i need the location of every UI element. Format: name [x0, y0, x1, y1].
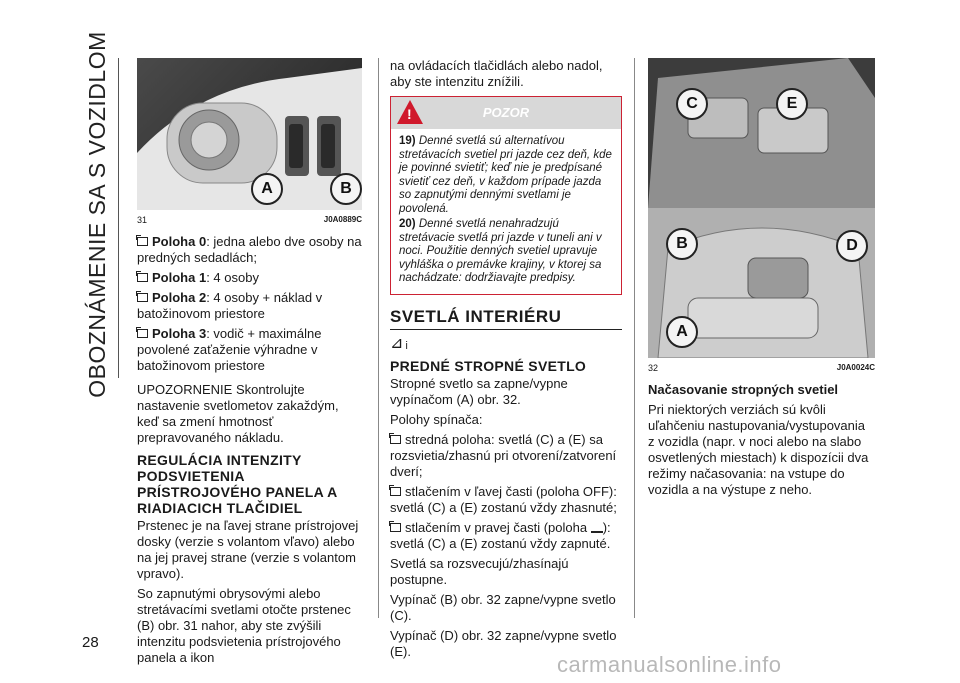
subheading: PREDNÉ STROPNÉ SVETLO: [390, 357, 587, 374]
light-on-icon: [591, 523, 603, 533]
paragraph: Prstenec je na ľavej strane prístrojovej dosky (verzie s volantom vľavo) alebo na jej pravej strane (verzie s volantom vpravo).: [137, 518, 359, 581]
callout-b: B: [330, 173, 362, 205]
paragraph: Svetlá sa rozsvecujú/zhasínajú postupne.: [390, 555, 569, 587]
figure-32: [648, 58, 875, 358]
subheading: Načasovanie stropných svetiel: [648, 382, 839, 397]
section-heading: REGULÁCIA INTENZITY PODSVIETENIA PRÍSTROJOVÉHO PANELA A RIADIACICH TLAČIDIEL: [137, 452, 338, 516]
list-item: Poloha 0: jedna alebo dve osoby na predných sedadlách;: [137, 234, 362, 265]
warning-box: [390, 96, 622, 295]
column-2: [390, 58, 622, 664]
warning-header: [391, 97, 621, 129]
callout-d: D: [836, 230, 868, 262]
list-item: Poloha 1: 4 osoby: [137, 270, 362, 286]
paragraph: Vypínač (B) obr. 32 zapne/vypne svetlo (C).: [390, 591, 616, 623]
page-number: 28: [82, 634, 99, 651]
bullet-icon: [137, 237, 148, 246]
list-item: Poloha 3: vodič + maximálne povolené zaťaženie výhradne v batožinovom priestore: [137, 326, 322, 373]
callout-a: A: [251, 173, 283, 205]
warning-body: 19) Denné svetlá sú alternatívou stretávacích svetiel pri jazde cez deň, kde je povinné svietiť; keď nie je predpísané svietiť cez deň, v každom prípade jazda so zapnutými dennými svetlami je povolená. 20) Denné svetlá nenahradzujú stretávacie svetlá pri jazde v tuneli ani v noci. Použitie denných svetiel upravuje vyhláška o premávke krajiny, v ktorej sa nachádzate: dodržiavajte predpisy.: [399, 135, 612, 284]
bullet-icon: [390, 523, 401, 532]
paragraph: na ovládacích tlačidlách alebo nadol, aby ste intenzitu znížili.: [390, 58, 603, 89]
list-item: stlačením v pravej časti (poloha ): svetlá (C) a (E) zostanú vždy zapnuté.: [390, 519, 611, 551]
figure-number: 31: [137, 215, 148, 225]
light-switch-illustration: [137, 58, 362, 210]
callout-b: B: [666, 228, 698, 260]
watermark: carmanualsonline.info: [557, 652, 782, 677]
figure-code: J0A0889C: [323, 215, 362, 224]
side-rule: [118, 58, 119, 378]
warning-triangle-icon: !: [397, 100, 423, 124]
bullet-icon: [137, 273, 148, 282]
bullet-icon: [137, 329, 148, 338]
bullet-icon: [390, 435, 401, 444]
interior-light-icon: ⊿ᵢ: [390, 334, 410, 352]
list-item: stlačením v ľavej časti (poloha OFF): svetlá (C) a (E) zostanú vždy zhasnuté;: [390, 483, 617, 515]
column-1: [137, 58, 362, 670]
section-title: SVETLÁ INTERIÉRU: [390, 309, 622, 330]
figure-32-caption: [648, 360, 875, 376]
warning-note: UPOZORNENIE Skontrolujte nastavenie svetlometov zakaždým, keď sa zmení hmotnosť prepravovaného nákladu.: [137, 382, 339, 445]
column-divider: [378, 58, 379, 618]
figure-code: J0A0024C: [836, 363, 875, 372]
bullet-icon: [137, 293, 148, 302]
paragraph: Vypínač (D) obr. 32 zapne/vypne svetlo (E).: [390, 627, 617, 659]
paragraph: Polohy spínača:: [390, 411, 483, 427]
figure-31: [137, 58, 362, 210]
figure-number: 32: [648, 363, 659, 373]
paragraph: Stropné svetlo sa zapne/vypne vypínačom (A) obr. 32.: [390, 375, 568, 407]
bullet-icon: [390, 487, 401, 496]
callout-e: E: [776, 88, 808, 120]
chapter-side-title: OBOZNÁMENIE SA S VOZIDLOM: [83, 30, 110, 398]
callout-a: A: [666, 316, 698, 348]
list-item: Poloha 2: 4 osoby + náklad v batožinovom priestore: [137, 290, 323, 321]
paragraph: So zapnutými obrysovými alebo stretávacími svetlami otočte prstenec (B) obr. 31 nahor, aby ste zvýšili intenzitu podsvietenia prístrojového panela a ikon: [137, 586, 351, 665]
figure-31-caption: [137, 212, 362, 228]
paragraph: Pri niektorých verziách sú kvôli uľahčeniu nastupovania/vystupovania z vozidla (napr. v noci alebo na slabo osvetlených miestach) k dispozícii dva režimy načasovania: na vstupe do vozidla a na výstupe z neho.: [648, 402, 869, 497]
warning-label: POZOR: [482, 105, 530, 120]
callout-c: C: [676, 88, 708, 120]
column-3: [648, 58, 875, 502]
column-divider: [634, 58, 635, 618]
list-item: stredná poloha: svetlá (C) a (E) sa rozsvietia/zhasnú pri otvorení/zatvorení dverí;: [390, 431, 617, 479]
